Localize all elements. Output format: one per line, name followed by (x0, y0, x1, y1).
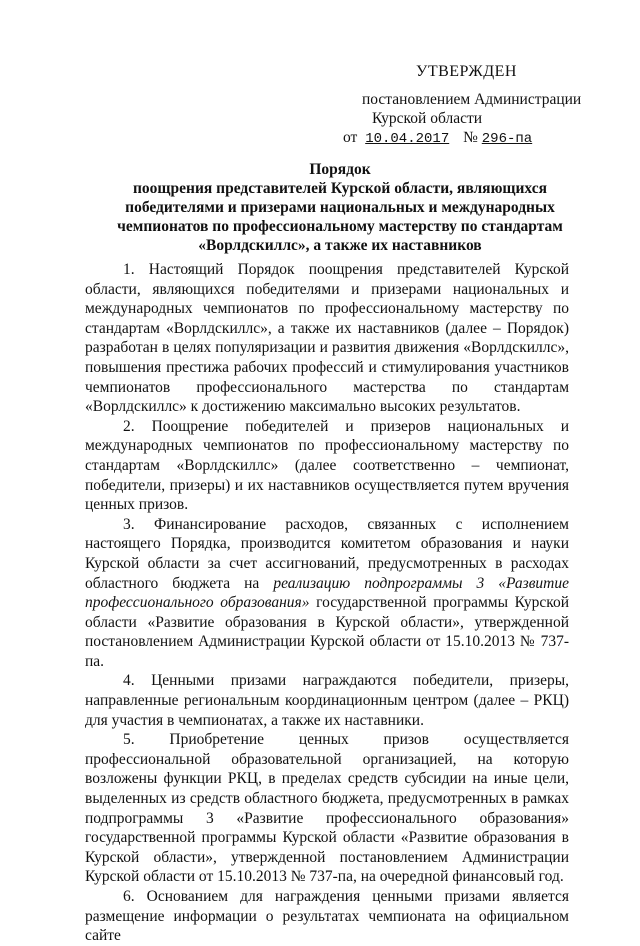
title-line-4: чемпионатов по профессиональному мастерству по стандартам (117, 218, 563, 235)
approval-region: Курской области (372, 110, 483, 127)
approval-heading: УТВЕРЖДЕН (416, 63, 517, 80)
paragraph-6: 6. Основанием для награждения ценными призами является размещение информации о результатах чемпионата на официальном сайте (85, 888, 569, 945)
paragraph-1: 1. Настоящий Порядок поощрения представителей Курской области, являющихся победителями и призерами национальных и международных чемпионатов по профессиональному мастерству по стандартам «Ворлдскиллс», а также их наставников (далее – Порядок) разработан в целях популяризации и развития движения «Ворлдскиллс», повышения престижа рабочих профессий и стимулирования участников чемпионатов профессионального мастерства по стандартам «Ворлдскиллс» к достижению максимально высоких результатов. (85, 261, 569, 416)
paragraph-2: 2. Поощрение победителей и призеров национальных и международных чемпионатов по профессиональному мастерству по стандартам «Ворлдскиллс» (далее соответственно – чемпионат, победители, призеры) и их наставников осуществляется путем вручения ценных призов. (85, 417, 569, 514)
paragraph-4: 4. Ценными призами награждаются победители, призеры, направленные региональным координационным центром (далее – РКЦ) для участия в чемпионатах, а также их наставники. (85, 672, 569, 729)
title-line-3: победителями и призерами национальных и международных (125, 199, 555, 216)
title-line-5: «Ворлдскиллс», а также их наставников (198, 237, 482, 254)
approval-date-line (343, 129, 532, 147)
document-body (85, 260, 569, 946)
title-line-2: поощрения представителей Курской области, являющихся (133, 180, 547, 197)
paragraph-3-subprogram: реализацию подпрограммы 3 «Развитие профессионального образования» (85, 574, 569, 612)
title-line-1: Порядок (309, 161, 371, 178)
date-prefix: от (343, 129, 358, 146)
approval-date: 10.04.2017 (365, 131, 450, 147)
paragraph-3-part-a: 3. Финансирование расходов, связанных с исполнением настоящего Порядка, производится комитетом образования и науки Курской области за счет ассигнований, предусмотренных в расходах областного бюджета на (85, 515, 569, 592)
paragraph-3-part-c: государственной программы Курской области «Развитие образования в Курской области», утвержденной постановлением Администрации Курской области от 15.10.2013 № 737-па. (85, 594, 569, 670)
approval-authority: постановлением Администрации (362, 91, 582, 108)
paragraph-5: 5. Приобретение ценных призов осуществляется профессиональной образовательной организацией, на которую возложены функции РКЦ, в пределах средств субсидии на иные цели, выделенных из средств областного бюджета, предусмотренных в рамках подпрограммы 3 «Развитие профессионального образования» государственной программы Курской области «Развитие образования в Курской области», утвержденной постановлением Администрации Курской области от 15.10.2013 № 737-па, на очередной финансовый год. (85, 731, 569, 886)
paragraph-3 (85, 515, 569, 672)
document-title (60, 160, 620, 255)
number-prefix: № (463, 129, 478, 146)
approval-number: 296-па (481, 131, 533, 147)
